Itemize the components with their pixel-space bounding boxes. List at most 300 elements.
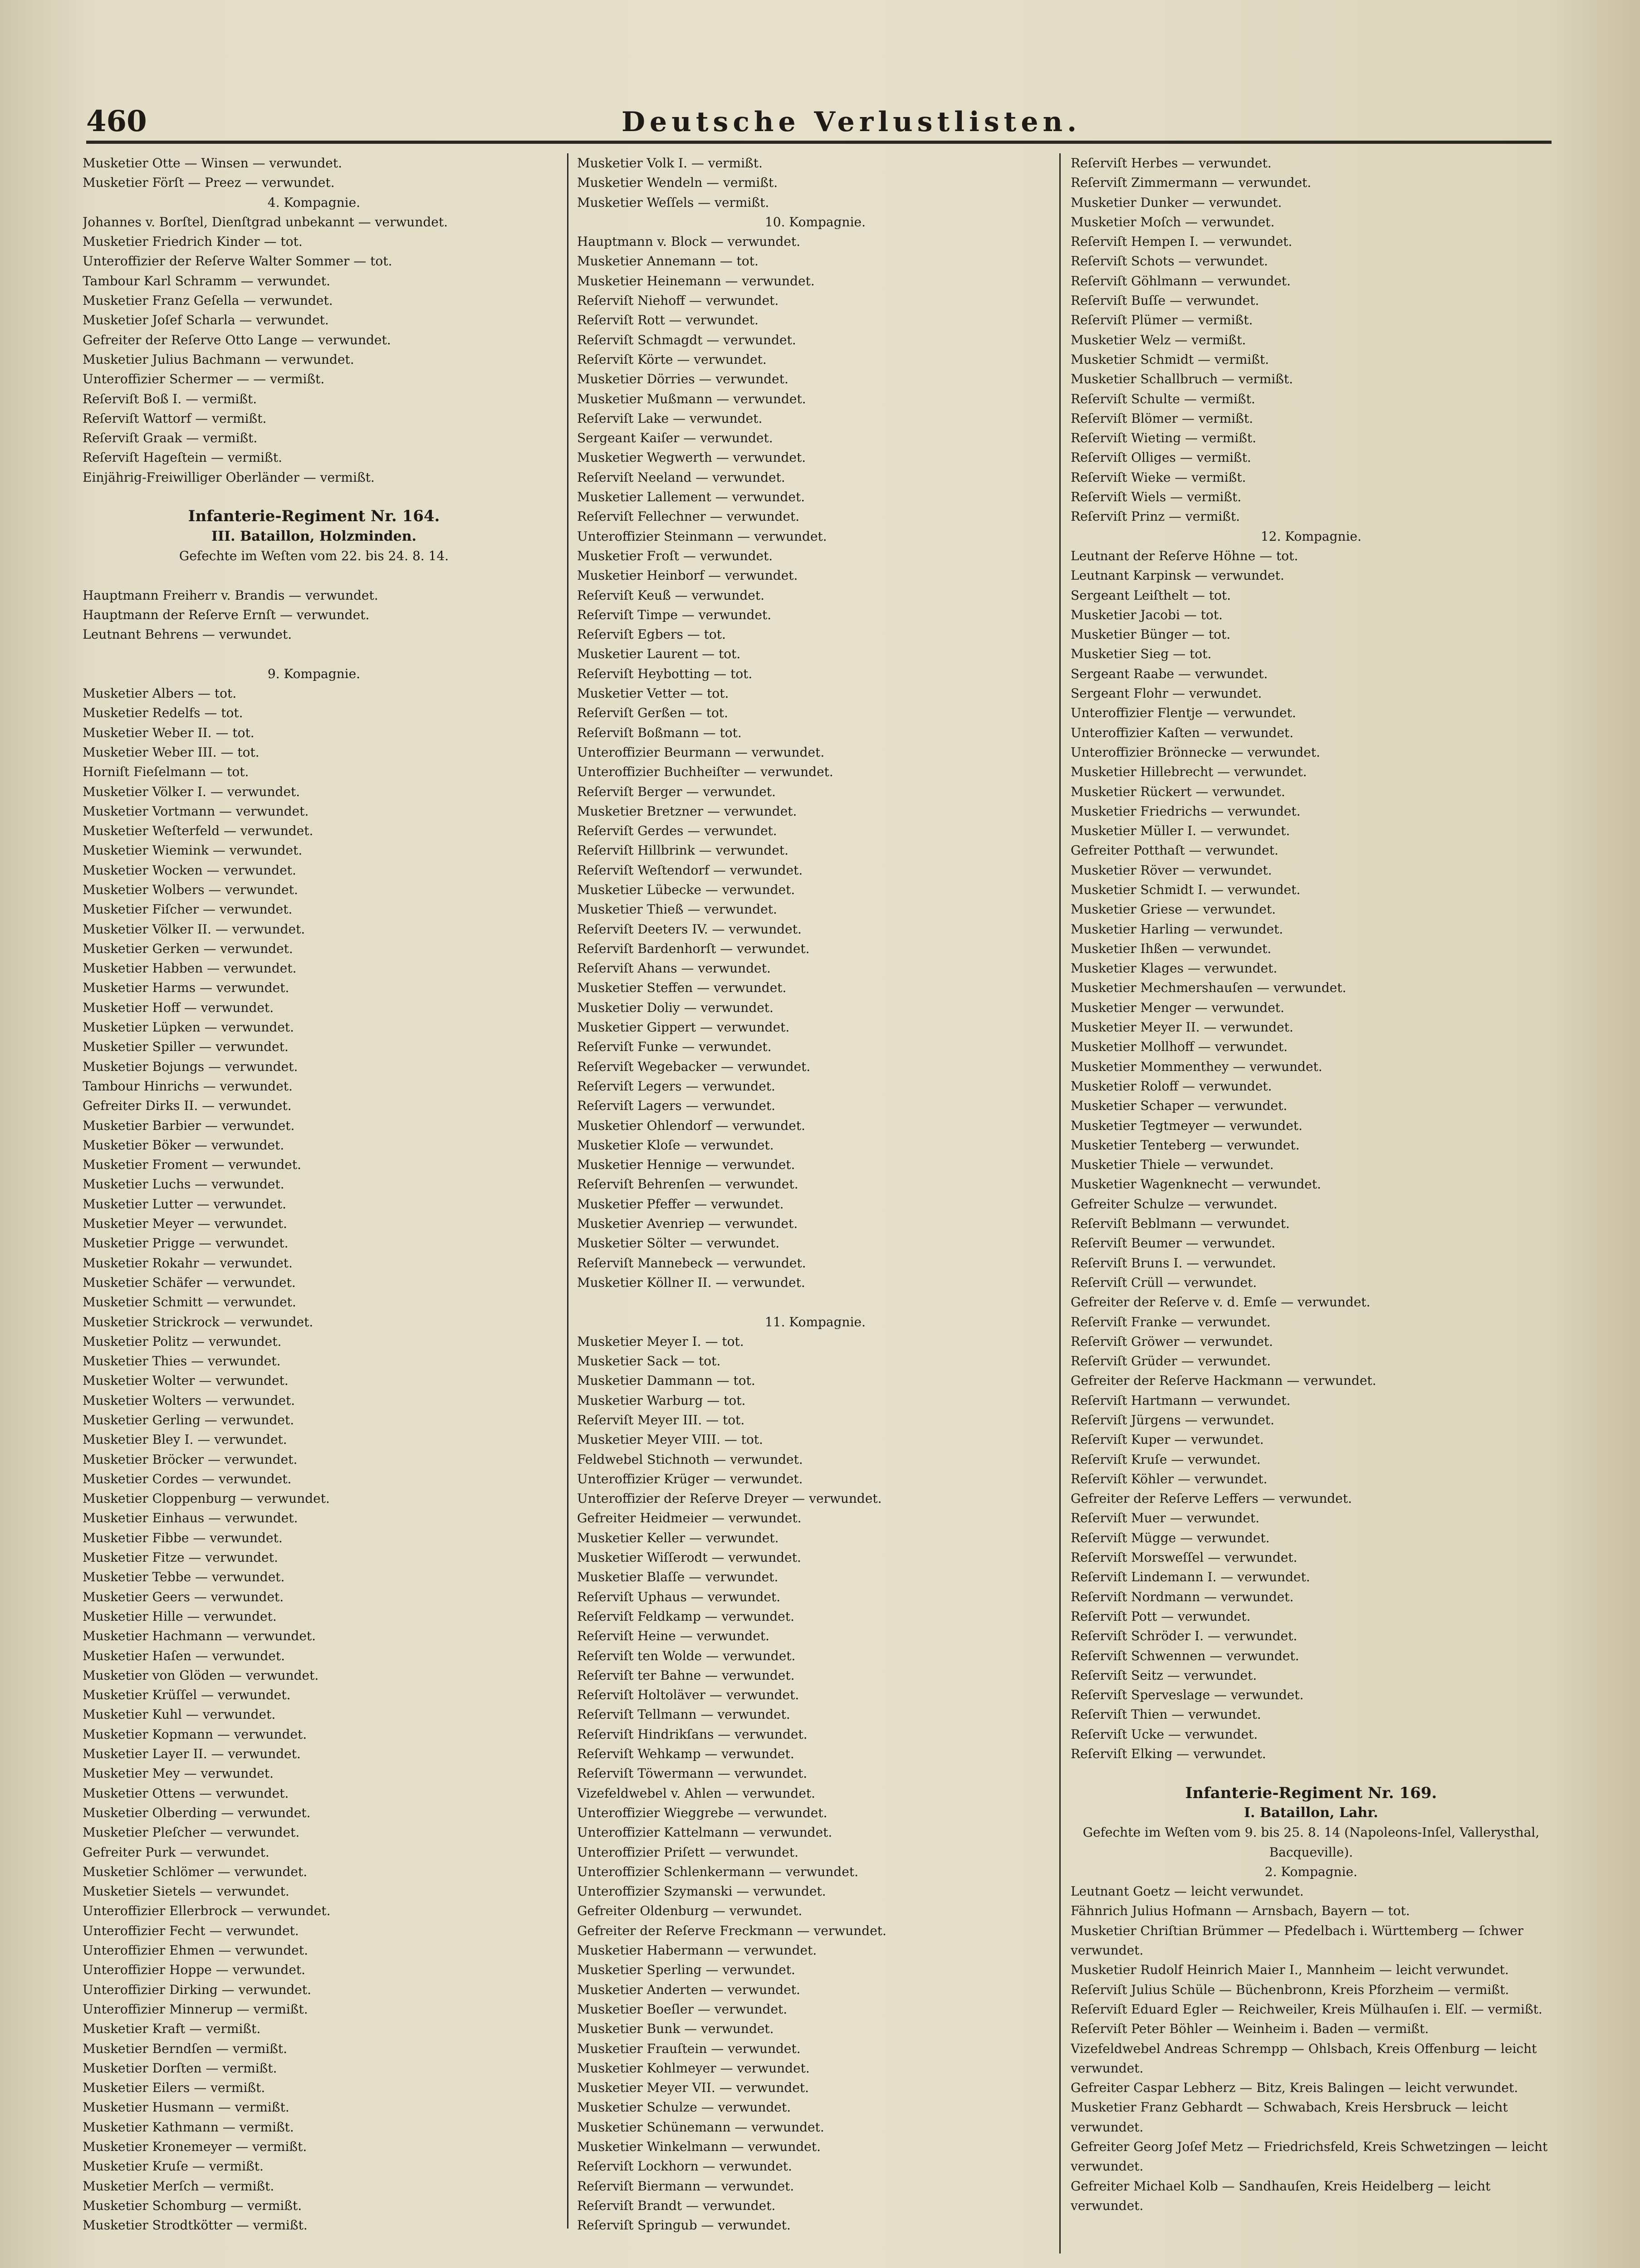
casualty-entry: Reſerviſt Funke — verwundet.: [577, 1039, 772, 1055]
casualty-entry: Musketier Mollhoff — verwundet.: [1071, 1039, 1288, 1055]
casualty-entry: Musketier Lutter — verwundet.: [83, 1196, 287, 1212]
casualty-entry: Leutnant Goetz — leicht verwundet.: [1071, 1884, 1304, 1899]
casualty-entry: Musketier Kuhl — verwundet.: [83, 1707, 276, 1722]
casualty-entry: Musketier Husmann — vermißt.: [83, 2100, 289, 2115]
casualty-entry: Gefreiter Georg Joſef Metz — Friedrichsfeld, Kreis Schwetzingen — leicht verwundet.: [1071, 2139, 1548, 2174]
casualty-entry: Unteroffizier Kattelmann — verwundet.: [577, 1825, 832, 1840]
casualty-entry: Musketier Sieg — tot.: [1071, 646, 1212, 662]
casualty-entry: Musketier Eilers — vermißt.: [83, 2080, 265, 2096]
casualty-entry: Reſerviſt Köhler — verwundet.: [1071, 1471, 1268, 1486]
casualty-entry: Reſerviſt Schröder I. — verwundet.: [1071, 1628, 1297, 1644]
casualty-entry: Musketier Habben — verwundet.: [83, 961, 297, 976]
casualty-entry: Musketier Friedrich Kinder — tot.: [83, 234, 303, 249]
casualty-entry: Musketier Wagenknecht — verwundet.: [1071, 1177, 1322, 1192]
casualty-entry: Musketier Wiemink — verwundet.: [83, 843, 303, 858]
casualty-entry: Musketier Einhaus — verwundet.: [83, 1510, 298, 1526]
casualty-entry: Musketier Merſch — vermißt.: [83, 2178, 274, 2194]
section-heading: 11. Kompagnie.: [764, 1314, 866, 1330]
casualty-entry: Reſerviſt Thien — verwundet.: [1071, 1707, 1261, 1722]
casualty-entry: Reſerviſt Egbers — tot.: [577, 627, 726, 642]
casualty-entry: Reſerviſt Berger — verwundet.: [577, 784, 776, 799]
casualty-entry: Musketier Gerling — verwundet.: [83, 1413, 294, 1427]
casualty-entry: Leutnant der Reſerve Höhne — tot.: [1071, 548, 1298, 563]
casualty-entry: Musketier Hennige — verwundet.: [577, 1157, 795, 1173]
casualty-entry: Musketier Chriſtian Brümmer — Pfedelbach i. Württemberg — ſchwer verwundet.: [1071, 1923, 1524, 1958]
casualty-entry: Reſerviſt Gerßen — tot.: [577, 705, 728, 721]
casualty-entry: Unteroffizier Ellerbrock — verwundet.: [83, 1903, 331, 1919]
casualty-entry: Reſerviſt Lindemann I. — verwundet.: [1071, 1569, 1310, 1585]
casualty-entry: Musketier Lallement — verwundet.: [577, 489, 805, 505]
casualty-entry: Reſerviſt Heybotting — tot.: [577, 666, 753, 681]
casualty-entry: Reſerviſt Schots — verwundet.: [1071, 254, 1268, 269]
casualty-entry: Musketier Kruſe — vermißt.: [83, 2159, 264, 2174]
casualty-entry: Unteroffizier der Reſerve Dreyer — verwundet.: [577, 1491, 882, 1506]
casualty-entry: Reſerviſt Franke — verwundet.: [1071, 1314, 1271, 1330]
casualty-entry: Reſerviſt Schmagdt — verwundet.: [577, 332, 796, 347]
casualty-entry: Musketier Vetter — tot.: [577, 686, 729, 701]
casualty-entry: Musketier Müller I. — verwundet.: [1071, 823, 1290, 839]
casualty-entry: Musketier Pfeffer — verwundet.: [577, 1196, 784, 1212]
casualty-entry: Tambour Hinrichs — verwundet.: [83, 1078, 293, 1094]
casualty-entry: Musketier Meyer II. — verwundet.: [1071, 1020, 1293, 1035]
casualty-entry: Unteroffizier Ehmen — verwundet.: [83, 1943, 308, 1958]
casualty-entry: Unteroffizier Buchheiſter — verwundet.: [577, 764, 833, 780]
casualty-entry: Musketier Haſen — verwundet.: [83, 1648, 285, 1663]
casualty-entry: Musketier Wocken — verwundet.: [83, 862, 296, 878]
casualty-entry: Reſerviſt Holtoläver — verwundet.: [577, 1687, 799, 1703]
casualty-entry: Musketier Strodtkötter — vermißt.: [83, 2218, 308, 2233]
casualty-entry: Unteroffizier der Reſerve Walter Sommer — tot.: [83, 254, 392, 269]
casualty-entry: Reſerviſt Legers — verwundet.: [577, 1078, 775, 1094]
battalion-heading: I. Bataillon, Lahr.: [1244, 1804, 1378, 1821]
casualty-entry: Musketier Berndſen — vermißt.: [83, 2041, 288, 2056]
column-2: [577, 153, 1053, 2235]
casualty-entry: Musketier Laurent — tot.: [577, 646, 741, 662]
casualty-entry: Reſerviſt Julius Schüle — Büchenbronn, Kreis Pforzheim — vermißt.: [1071, 1982, 1509, 1997]
casualty-entry: Musketier Froment — verwundet.: [83, 1157, 302, 1173]
casualty-entry: Musketier Dorſten — vermißt.: [83, 2060, 277, 2076]
casualty-entry: Reſerviſt Mannebeck — verwundet.: [577, 1255, 806, 1271]
casualty-entry: Reſerviſt Keuß — verwundet.: [577, 587, 764, 603]
casualty-entry: Reſerviſt Wegebacker — verwundet.: [577, 1059, 811, 1074]
casualty-entry: Musketier Gippert — verwundet.: [577, 1020, 790, 1035]
casualty-entry: Reſerviſt Lagers — verwundet.: [577, 1098, 776, 1114]
casualty-entry: Reſerviſt Biermann — verwundet.: [577, 2178, 794, 2194]
casualty-entry: Musketier Cordes — verwundet.: [83, 1471, 292, 1486]
casualty-entry: Einjährig-Freiwilliger Oberländer — vermißt.: [83, 469, 375, 485]
casualty-entry: Musketier Dörries — verwundet.: [577, 371, 788, 387]
casualty-entry: Reſerviſt Rott — verwundet.: [577, 313, 759, 328]
casualty-entry: Musketier Hoff — verwundet.: [83, 1000, 274, 1015]
casualty-entry: Reſerviſt Bruns I. — verwundet.: [1071, 1255, 1276, 1271]
casualty-entry: Musketier Lübecke — verwundet.: [577, 882, 795, 897]
casualty-entry: Musketier Heinborf — verwundet.: [577, 568, 798, 583]
spacer: [83, 487, 545, 507]
casualty-entry: Musketier Schulze — verwundet.: [577, 2100, 791, 2115]
casualty-entry: Musketier Meyer I. — tot.: [577, 1334, 744, 1349]
casualty-entry: Musketier Kopmann — verwundet.: [83, 1726, 307, 1742]
casualty-entry: Musketier Rudolf Heinrich Maier I., Mannheim — leicht verwundet.: [1071, 1962, 1509, 1978]
casualty-entry: Musketier Julius Bachmann — verwundet.: [83, 352, 354, 367]
casualty-entry: Musketier Ottens — verwundet.: [83, 1785, 289, 1801]
casualty-entry: Reſerviſt Hageſtein — vermißt.: [83, 450, 282, 465]
casualty-entry: Musketier Boeſler — verwundet.: [577, 2001, 788, 2017]
casualty-entry: Musketier Krüſſel — verwundet.: [83, 1687, 291, 1703]
casualty-entry: Musketier Schallbruch — vermißt.: [1071, 371, 1293, 387]
casualty-entry: Reſerviſt Kuper — verwundet.: [1071, 1432, 1264, 1447]
casualty-entry: Musketier Politz — verwundet.: [83, 1334, 282, 1349]
spacer: [577, 1292, 1053, 1312]
casualty-entry: Musketier Warburg — tot.: [577, 1393, 746, 1408]
casualty-entry: Musketier Kohlmeyer — verwundet.: [577, 2060, 810, 2076]
casualty-entry: Musketier Spiller — verwundet.: [83, 1039, 289, 1055]
casualty-entry: Reſerviſt Ahans — verwundet.: [577, 961, 771, 976]
casualty-entry: Unteroffizier Priſett — verwundet.: [577, 1844, 798, 1860]
casualty-entry: Musketier Weber II. — tot.: [83, 725, 255, 740]
casualty-entry: Unteroffizier Schermer — — vermißt.: [83, 371, 325, 387]
casualty-entry: Reſerviſt Graak — vermißt.: [83, 430, 258, 446]
casualty-entry: Gefreiter Purk — verwundet.: [83, 1844, 269, 1860]
casualty-entry: Reſerviſt Sperveslage — verwundet.: [1071, 1687, 1304, 1703]
casualty-entry: Musketier Tegtmeyer — verwundet.: [1071, 1118, 1303, 1133]
casualty-entry: Reſerviſt ten Wolde — verwundet.: [577, 1648, 796, 1663]
casualty-entry: Gefreiter Oldenburg — verwundet.: [577, 1903, 803, 1919]
casualty-entry: Musketier Kronemeyer — vermißt.: [83, 2139, 307, 2154]
casualty-entry: Reſerviſt Ucke — verwundet.: [1071, 1726, 1258, 1742]
casualty-entry: Reſerviſt Crüll — verwundet.: [1071, 1275, 1257, 1290]
casualty-entry: Musketier Steffen — verwundet.: [577, 980, 787, 996]
casualty-entry: Unteroffizier Krüger — verwundet.: [577, 1471, 803, 1486]
casualty-entry: Musketier Sperling — verwundet.: [577, 1962, 795, 1978]
section-heading: 10. Kompagnie.: [764, 214, 866, 230]
casualty-entry: Musketier Schaper — verwundet.: [1071, 1098, 1288, 1114]
casualty-entry: Tambour Karl Schramm — verwundet.: [83, 273, 331, 288]
casualty-entry: Musketier Mußmann — verwundet.: [577, 391, 806, 406]
casualty-entry: Reſerviſt Lake — verwundet.: [577, 411, 763, 426]
column-3: [1071, 153, 1552, 2215]
casualty-entry: Gefreiter Dirks II. — verwundet.: [83, 1098, 292, 1114]
casualty-entry: Vizefeldwebel v. Ahlen — verwundet.: [577, 1785, 816, 1801]
spacer: [83, 566, 545, 585]
casualty-entry: Musketier Völker I. — verwundet.: [83, 784, 300, 799]
casualty-entry: Gefreiter der Reſerve Otto Lange — verwundet.: [83, 332, 391, 347]
casualty-entry: Sergeant Kaiſer — verwundet.: [577, 430, 773, 446]
casualty-entry: Musketier Layer II. — verwundet.: [83, 1746, 301, 1762]
casualty-entry: Gefreiter der Reſerve Freckmann — verwundet.: [577, 1923, 886, 1938]
page-title: Deutsche Verlustlisten.: [622, 106, 1082, 138]
casualty-entry: Horniſt Fieſelmann — tot.: [83, 764, 249, 780]
casualty-entry: Reſerviſt Eduard Egler — Reichweiler, Kreis Mülhauſen i. Elſ. — vermißt.: [1071, 2001, 1542, 2017]
casualty-entry: Reſerviſt Göhlmann — verwundet.: [1071, 273, 1291, 288]
casualty-entry: Musketier Griese — verwundet.: [1071, 902, 1276, 917]
section-heading: Gefechte im Weſten vom 9. bis 25. 8. 14 (Napoleons-Inſel, Vallerysthal, Bacqueville).: [1082, 1825, 1540, 1860]
casualty-entry: Musketier Mechmershauſen — verwundet.: [1071, 980, 1346, 996]
casualty-entry: Reſerviſt Feldkamp — verwundet.: [577, 1608, 794, 1624]
casualty-entry: Reſerviſt Morsweſſel — verwundet.: [1071, 1550, 1297, 1565]
casualty-entry: Musketier Schünemann — verwundet.: [577, 2119, 824, 2135]
casualty-entry: Musketier Hille — verwundet.: [83, 1608, 277, 1624]
casualty-entry: Gefreiter Potthaſt — verwundet.: [1071, 843, 1278, 858]
casualty-entry: Reſerviſt Grüder — verwundet.: [1071, 1354, 1271, 1369]
casualty-entry: Reſerviſt Töwermann — verwundet.: [577, 1766, 808, 1781]
casualty-entry: Hauptmann v. Block — verwundet.: [577, 234, 801, 249]
casualty-entry: Reſerviſt Jürgens — verwundet.: [1071, 1413, 1275, 1427]
casualty-entry: Reſerviſt Hindrikſans — verwundet.: [577, 1726, 808, 1742]
casualty-entry: Reſerviſt Hartmann — verwundet.: [1071, 1393, 1291, 1408]
casualty-entry: Reſerviſt Elking — verwundet.: [1071, 1746, 1266, 1762]
casualty-entry: Musketier Redelfs — tot.: [83, 705, 243, 721]
casualty-entry: Gefreiter der Reſerve v. d. Emſe — verwundet.: [1071, 1295, 1371, 1310]
casualty-entry: Musketier Mommenthey — verwundet.: [1071, 1059, 1322, 1074]
casualty-entry: Reſerviſt ter Bahne — verwundet.: [577, 1667, 795, 1683]
casualty-entry: Musketier Ohlendorf — verwundet.: [577, 1118, 806, 1133]
casualty-entry: Musketier Schäfer — verwundet.: [83, 1275, 296, 1290]
casualty-entry: Reſerviſt Deeters IV. — verwundet.: [577, 921, 802, 937]
casualty-entry: Leutnant Karpinsk — verwundet.: [1071, 568, 1284, 583]
casualty-entry: Musketier Volk I. — vermißt.: [577, 156, 763, 171]
casualty-entry: Reſerviſt Weſtendorf — verwundet.: [577, 862, 803, 878]
casualty-entry: Musketier Avenriep — verwundet.: [577, 1216, 798, 1232]
regiment-heading: Infanterie-Regiment Nr. 169.: [1185, 1784, 1437, 1802]
casualty-entry: Musketier Annemann — tot.: [577, 254, 759, 269]
casualty-entry: Musketier Frauſtein — verwundet.: [577, 2041, 801, 2056]
casualty-entry: Musketier Wiſſerodt — verwundet.: [577, 1550, 801, 1565]
casualty-entry: Reſerviſt Boßmann — tot.: [577, 725, 742, 740]
casualty-entry: Musketier Schomburg — vermißt.: [83, 2198, 302, 2213]
casualty-entry: Reſerviſt Gerdes — verwundet.: [577, 823, 777, 839]
casualty-entry: Musketier Rückert — verwundet.: [1071, 784, 1285, 799]
casualty-entry: Reſerviſt Behrenſen — verwundet.: [577, 1177, 798, 1192]
casualty-entry: Unteroffizier Szymanski — verwundet.: [577, 1884, 826, 1899]
casualty-entry: Musketier Fitze — verwundet.: [83, 1550, 278, 1565]
casualty-entry: Reſerviſt Hillbrink — verwundet.: [577, 843, 789, 858]
casualty-entry: Unteroffizier Flentje — verwundet.: [1071, 705, 1296, 721]
casualty-entry: Musketier Röver — verwundet.: [1071, 862, 1272, 878]
casualty-entry: Reſerviſt Blömer — vermißt.: [1071, 411, 1253, 426]
casualty-entry: Musketier Bretzner — verwundet.: [577, 803, 797, 819]
casualty-entry: Reſerviſt Beblmann — verwundet.: [1071, 1216, 1290, 1232]
casualty-entry: Reſerviſt Nordmann — verwundet.: [1071, 1589, 1294, 1604]
casualty-entry: Musketier Meyer VII. — verwundet.: [577, 2080, 809, 2096]
casualty-entry: Musketier Fibbe — verwundet.: [83, 1530, 283, 1545]
casualty-entry: Unteroffizier Brönnecke — verwundet.: [1071, 744, 1321, 760]
casualty-entry: Gefreiter der Reſerve Leffers — verwundet.: [1071, 1491, 1352, 1506]
casualty-entry: Reſerviſt Muer — verwundet.: [1071, 1510, 1260, 1526]
section-heading: 12. Kompagnie.: [1260, 528, 1361, 544]
casualty-entry: Musketier Joſef Scharla — verwundet.: [83, 313, 329, 328]
casualty-entry: Reſerviſt Schulte — vermißt.: [1071, 391, 1255, 406]
casualty-entry: Sergeant Raabe — verwundet.: [1071, 666, 1268, 681]
casualty-entry: Unteroffizier Beurmann — verwundet.: [577, 744, 825, 760]
casualty-entry: Musketier Vortmann — verwundet.: [83, 803, 309, 819]
casualty-entry: Reſerviſt Plümer — vermißt.: [1071, 313, 1253, 328]
page-header: [86, 104, 1552, 144]
casualty-entry: Sergeant Flohr — verwundet.: [1071, 686, 1262, 701]
casualty-entry: Reſerviſt Pott — verwundet.: [1071, 1608, 1251, 1624]
casualty-entry: Musketier Strickrock — verwundet.: [83, 1314, 313, 1330]
section-heading: 4. Kompagnie.: [267, 195, 361, 210]
casualty-entry: Musketier Hillebrecht — verwundet.: [1071, 764, 1307, 780]
casualty-entry: Reſerviſt Springub — verwundet.: [577, 2218, 791, 2233]
casualty-entry: Reſerviſt Meyer III. — tot.: [577, 1413, 745, 1427]
casualty-entry: Feldwebel Stichnoth — verwundet.: [577, 1452, 803, 1467]
casualty-entry: Musketier Otte — Winsen — verwundet.: [83, 156, 343, 171]
casualty-entry: Unteroffizier Fecht — verwundet.: [83, 1923, 299, 1938]
casualty-entry: Musketier Habermann — verwundet.: [577, 1943, 817, 1958]
casualty-entry: Musketier Olberding — verwundet.: [83, 1805, 311, 1820]
casualty-entry: Reſerviſt Buſſe — verwundet.: [1071, 293, 1259, 308]
casualty-entry: Musketier Köllner II. — verwundet.: [577, 1275, 805, 1290]
casualty-entry: Reſerviſt Kruſe — verwundet.: [1071, 1452, 1261, 1467]
casualty-entry: Musketier Wendeln — vermißt.: [577, 175, 778, 191]
casualty-entry: Musketier Sölter — verwundet.: [577, 1236, 780, 1251]
casualty-entry: Musketier Schlömer — verwundet.: [83, 1864, 308, 1879]
casualty-entry: Hauptmann der Reſerve Ernſt — verwundet.: [83, 607, 370, 622]
regiment-heading: Infanterie-Regiment Nr. 164.: [188, 507, 440, 526]
casualty-entry: Musketier Welz — vermißt.: [1071, 332, 1246, 347]
casualty-entry: Reſerviſt Schwennen — verwundet.: [1071, 1648, 1299, 1663]
casualty-entry: Reſerviſt Beumer — verwundet.: [1071, 1236, 1276, 1251]
casualty-entry: Musketier Prigge — verwundet.: [83, 1236, 289, 1251]
casualty-entry: Musketier Wegwerth — verwundet.: [577, 450, 806, 465]
casualty-entry: Musketier Wolbers — verwundet.: [83, 882, 298, 897]
casualty-entry: Gefreiter Heidmeier — verwundet.: [577, 1510, 802, 1526]
casualty-entry: Musketier Thies — verwundet.: [83, 1354, 281, 1369]
casualty-entry: Reſerviſt Herbes — verwundet.: [1071, 156, 1272, 171]
casualty-entry: Reſerviſt Lockhorn — verwundet.: [577, 2159, 792, 2174]
casualty-entry: Musketier Doliy — verwundet.: [577, 1000, 773, 1015]
casualty-entry: Reſerviſt Wattorf — vermißt.: [83, 411, 267, 426]
casualty-entry: Musketier Schmitt — verwundet.: [83, 1295, 296, 1310]
casualty-entry: Musketier Völker II. — verwundet.: [83, 921, 305, 937]
casualty-entry: Reſerviſt Boß I. — vermißt.: [83, 391, 257, 406]
casualty-entry: Musketier Schmidt — vermißt.: [1071, 352, 1269, 367]
casualty-entry: Reſerviſt Prinz — vermißt.: [1071, 509, 1240, 524]
casualty-entry: Reſerviſt Wehkamp — verwundet.: [577, 1746, 794, 1762]
casualty-entry: Gefreiter Michael Kolb — Sandhauſen, Kreis Heidelberg — leicht verwundet.: [1071, 2178, 1491, 2213]
casualty-entry: Unteroffizier Schlenkermann — verwundet.: [577, 1864, 859, 1879]
casualty-entry: Reſerviſt Zimmermann — verwundet.: [1071, 175, 1312, 191]
casualty-entry: Gefreiter Schulze — verwundet.: [1071, 1196, 1278, 1212]
casualty-entry: Reſerviſt Fellechner — verwundet.: [577, 509, 800, 524]
casualty-entry: Unteroffizier Dirking — verwundet.: [83, 1982, 312, 1997]
casualty-entry: Musketier Winkelmann — verwundet.: [577, 2139, 821, 2154]
casualty-entry: Reſerviſt Brandt — verwundet.: [577, 2198, 776, 2213]
casualty-entry: Musketier Hachmann — verwundet.: [83, 1628, 316, 1644]
casualty-entry: Musketier Moſch — verwundet.: [1071, 214, 1275, 230]
casualty-entry: Musketier Franz Gebhardt — Schwabach, Kreis Hersbruck — leicht verwundet.: [1071, 2100, 1508, 2135]
casualty-entry: Musketier Bünger — tot.: [1071, 627, 1231, 642]
casualty-entry: Reſerviſt Hempen I. — verwundet.: [1071, 234, 1292, 249]
casualty-entry: Musketier Heinemann — verwundet.: [577, 273, 815, 288]
casualty-entry: Reſerviſt Olliges — vermißt.: [1071, 450, 1251, 465]
casualty-entry: Musketier Weſterfeld — verwundet.: [83, 823, 313, 839]
casualty-entry: Musketier Sack — tot.: [577, 1354, 721, 1369]
casualty-entry: Musketier Anderten — verwundet.: [577, 1982, 800, 1997]
casualty-entry: Unteroffizier Steinmann — verwundet.: [577, 528, 827, 544]
casualty-entry: Musketier Weſſels — vermißt.: [577, 195, 769, 210]
casualty-entry: Musketier Friedrichs — verwundet.: [1071, 803, 1301, 819]
battalion-heading: III. Bataillon, Holzminden.: [211, 528, 417, 544]
casualty-entry: Musketier Menger — verwundet.: [1071, 1000, 1285, 1015]
spacer: [1071, 1764, 1552, 1783]
casualty-entry: Musketier Thiele — verwundet.: [1071, 1157, 1274, 1173]
section-heading: 2. Kompagnie.: [1264, 1864, 1358, 1879]
casualty-entry: Musketier Albers — tot.: [83, 686, 237, 701]
casualty-entry: Musketier Wolter — verwundet.: [83, 1373, 289, 1388]
casualty-entry: Musketier Ihßen — verwundet.: [1071, 941, 1272, 956]
section-heading: Gefechte im Weſten vom 22. bis 24. 8. 14.: [179, 548, 449, 563]
page-number: 460: [86, 104, 147, 138]
casualty-entry: Musketier Schmidt I. — verwundet.: [1071, 882, 1301, 897]
casualty-entry: Reſerviſt Timpe — verwundet.: [577, 607, 772, 622]
casualty-entry: Reſerviſt Körte — verwundet.: [577, 352, 767, 367]
casualty-entry: Leutnant Behrens — verwundet.: [83, 627, 292, 642]
casualty-entry: Unteroffizier Hoppe — verwundet.: [83, 1962, 306, 1978]
casualty-entry: Musketier Klages — verwundet.: [1071, 961, 1278, 976]
casualty-entry: Musketier Fiſcher — verwundet.: [83, 902, 293, 917]
casualty-entry: Musketier Jacobi — tot.: [1071, 607, 1223, 622]
casualty-entry: Reſerviſt Wieting — vermißt.: [1071, 430, 1257, 446]
casualty-entry: Reſerviſt Wieke — vermißt.: [1071, 469, 1246, 485]
casualty-entry: Musketier von Glöden — verwundet.: [83, 1667, 319, 1683]
casualty-entry: Musketier Barbier — verwundet.: [83, 1118, 295, 1133]
casualty-entry: Musketier Mey — verwundet.: [83, 1766, 274, 1781]
casualty-entry: Vizefeldwebel Andreas Schrempp — Ohlsbach, Kreis Offenburg — leicht verwundet.: [1071, 2041, 1537, 2076]
column-divider: [567, 153, 568, 2229]
casualty-entry: Fähnrich Julius Hofmann — Arnsbach, Bayern — tot.: [1071, 1903, 1410, 1919]
casualty-entry: Musketier Tebbe — verwundet.: [83, 1569, 285, 1585]
casualty-entry: Reſerviſt Seitz — verwundet.: [1071, 1667, 1257, 1683]
casualty-entry: Musketier Meyer VIII. — tot.: [577, 1432, 763, 1447]
casualty-entry: Musketier Blaſſe — verwundet.: [577, 1569, 778, 1585]
column-1: [83, 153, 545, 2235]
casualty-entry: Musketier Harling — verwundet.: [1071, 921, 1283, 937]
casualty-entry: Reſerviſt Niehoff — verwundet.: [577, 293, 779, 308]
casualty-entry: Reſerviſt Peter Böhler — Weinheim i. Baden — vermißt.: [1071, 2021, 1429, 2037]
casualty-entry: Musketier Rokahr — verwundet.: [83, 1255, 293, 1271]
casualty-entry: Musketier Böker — verwundet.: [83, 1137, 284, 1153]
casualty-entry: Musketier Sietels — verwundet.: [83, 1884, 289, 1899]
casualty-entry: Musketier Tenteberg — verwundet.: [1071, 1137, 1300, 1153]
casualty-entry: Musketier Bley I. — verwundet.: [83, 1432, 287, 1447]
casualty-entry: Musketier Dunker — verwundet.: [1071, 195, 1282, 210]
casualty-entry: Unteroffizier Kaſten — verwundet.: [1071, 725, 1294, 740]
casualty-entry: Gefreiter der Reſerve Hackmann — verwundet.: [1071, 1373, 1376, 1388]
casualty-entry: Musketier Kraft — vermißt.: [83, 2021, 261, 2037]
casualty-entry: Musketier Roloff — verwundet.: [1071, 1078, 1272, 1094]
casualty-entry: Musketier Bojungs — verwundet.: [83, 1059, 298, 1074]
casualty-entry: Musketier Gerken — verwundet.: [83, 941, 293, 956]
casualty-entry: Unteroffizier Wieggrebe — verwundet.: [577, 1805, 827, 1820]
casualty-entry: Musketier Weber III. — tot.: [83, 744, 259, 760]
casualty-entry: Musketier Kathmann — vermißt.: [83, 2119, 294, 2135]
casualty-entry: Musketier Dammann — tot.: [577, 1373, 755, 1388]
spacer: [83, 644, 545, 664]
casualty-entry: Reſerviſt Uphaus — verwundet.: [577, 1589, 781, 1604]
casualty-entry: Hauptmann Freiherr v. Brandis — verwundet.: [83, 587, 378, 603]
casualty-entry: Musketier Kloſe — verwundet.: [577, 1137, 774, 1153]
casualty-entry: Reſerviſt Gröwer — verwundet.: [1071, 1334, 1273, 1349]
casualty-entry: Gefreiter Caspar Lebherz — Bitz, Kreis Balingen — leicht verwundet.: [1071, 2080, 1518, 2096]
casualty-entry: Musketier Bunk — verwundet.: [577, 2021, 774, 2037]
casualty-entry: Musketier Lüpken — verwundet.: [83, 1020, 294, 1035]
casualty-entry: Musketier Froſt — verwundet.: [577, 548, 773, 563]
column-divider: [1059, 153, 1061, 2253]
casualty-entry: Unteroffizier Minnerup — vermißt.: [83, 2001, 308, 2017]
casualty-entry: Musketier Wolters — verwundet.: [83, 1393, 295, 1408]
casualty-entry: Musketier Harms — verwundet.: [83, 980, 289, 996]
